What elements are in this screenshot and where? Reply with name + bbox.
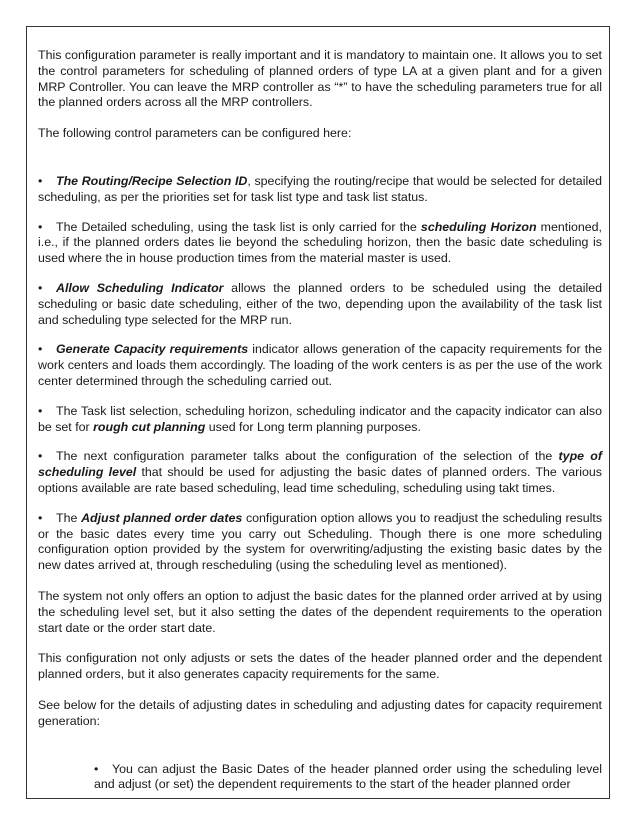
bullet-icon: • <box>38 510 43 525</box>
emphasis-text: Allow Scheduling Indicator <box>56 280 224 295</box>
bullet-text: , specifying the routing/recipe that would be selected for detailed scheduling, as per the priorities set for task list type and task list status. <box>38 173 602 204</box>
bullet-text: The Detailed scheduling, using the task list is only carried for the <box>56 219 421 234</box>
bullet-text: used for Long term planning purposes. <box>205 419 421 434</box>
bullet-scheduling-horizon <box>38 220 602 267</box>
bullet-text: that should be used for adjusting the basic dates of planned orders. The various options available are rate based scheduling, lead time scheduling, scheduling using takt times. <box>38 465 602 495</box>
bullet-text: The Task list selection, scheduling horizon, scheduling indicator and the capacity indicator can also be set for <box>38 403 602 434</box>
bullet-icon: • <box>94 761 99 776</box>
bullet-scheduling-level <box>38 449 602 496</box>
bullet-icon: • <box>38 449 43 464</box>
bullet-text: indicator allows generation of the capacity requirements for the work centers and loads them accordingly. The loading of the work centers is as per the use of the work center determined through the scheduling carried out. <box>38 342 602 388</box>
emphasis-text: type of scheduling level <box>38 449 603 480</box>
emphasis-text: The Routing/Recipe Selection ID <box>56 173 248 188</box>
lead-paragraph: The following control parameters can be configured here: <box>38 126 352 141</box>
sub-bullet-basic-dates <box>94 762 602 794</box>
bullet-text: mentioned, i.e., if the planned orders dates lie beyond the scheduling horizon, then the basic date scheduling is used where the in house production times from the material master is used. <box>38 219 602 266</box>
body-paragraph-3: See below for the details of adjusting dates in scheduling and adjusting dates for capacity requirement generation: <box>38 697 602 728</box>
bullet-text: The <box>56 510 82 525</box>
emphasis-text: rough cut planning <box>93 419 206 434</box>
bullet-text: allows the planned orders to be scheduled using the detailed scheduling or basic date scheduling, either of the two, depending upon the availability of the task list and scheduling type selected for the MRP run. <box>38 280 602 327</box>
bullet-text: You can adjust the Basic Dates of the header planned order using the scheduling level and adjust (or set) the dependent requirements to the start of the header planned order <box>94 761 602 792</box>
bullet-routing-selection <box>38 174 602 206</box>
bullet-adjust-dates <box>38 511 602 574</box>
bullet-text: The next configuration parameter talks about the configuration of the selection of the <box>56 449 559 464</box>
emphasis-text: Generate Capacity requirements <box>56 342 249 357</box>
bullet-icon: • <box>38 403 43 418</box>
bullet-capacity-requirements <box>38 342 602 389</box>
bullet-icon: • <box>38 173 43 188</box>
bullet-rough-cut-planning <box>38 404 602 436</box>
body-paragraph-1: The system not only offers an option to adjust the basic dates for the planned order arrived at by using the scheduling level set, but it also setting the dates of the dependent requirements to the operation start date or the order start date. <box>38 588 602 635</box>
intro-paragraph: This configuration parameter is really important and it is mandatory to maintain one. It allows you to set the control parameters for scheduling of planned orders of type LA at a given plant and for a given MRP Controller. You can leave the MRP controller as “*” to have the scheduling parameters true for all the planned orders across all the MRP controllers. <box>38 48 602 110</box>
emphasis-text: scheduling Horizon <box>420 219 537 234</box>
bullet-icon: • <box>38 342 43 357</box>
bullet-icon: • <box>38 219 43 234</box>
bullet-allow-scheduling <box>38 281 602 328</box>
body-paragraph-2: This configuration not only adjusts or sets the dates of the header planned order and the dependent planned orders, but it also generates capacity requirements for the same. <box>38 651 602 682</box>
bullet-icon: • <box>38 280 43 295</box>
document-body <box>38 48 602 793</box>
emphasis-text: Adjust planned order dates <box>81 510 243 525</box>
bullet-text: configuration option allows you to readjust the scheduling results or the basic dates every time you carry out Scheduling. Though there is one more scheduling configuration option provided by the system for overwriting/adjusting the existing basic dates by the new dates arrived at, through rescheduling (using the scheduling level as mentioned). <box>38 510 603 573</box>
